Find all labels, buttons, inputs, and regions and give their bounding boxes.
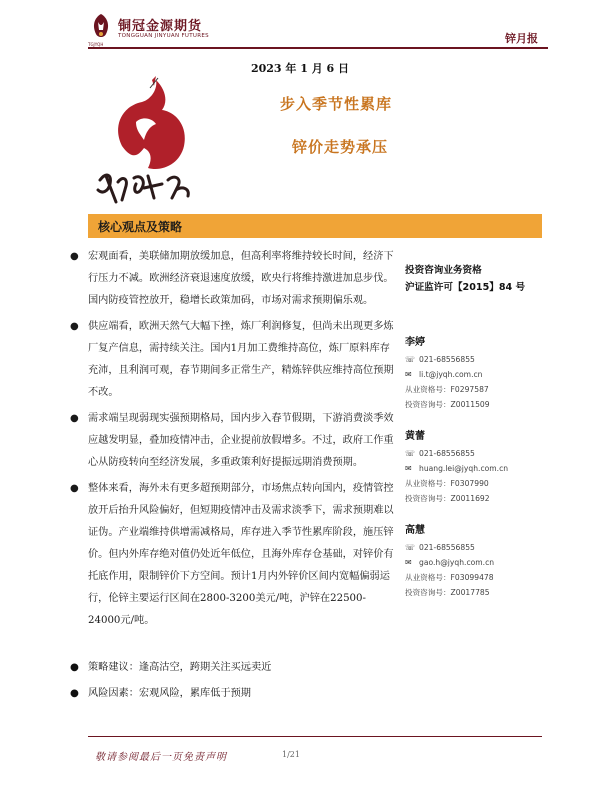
analyst-advisory-no: 投资咨询号：Z0011692	[405, 494, 490, 503]
section-header-bar	[88, 214, 542, 238]
company-name: 铜冠金源期货	[118, 19, 203, 34]
title-line-1: 步入季节性累库	[280, 95, 393, 113]
logo-label: TGJYQH	[88, 42, 104, 47]
key-point-text: 需求端呈现弱现实强预期格局，国内步入春节假期，下游消费淡季效应越发明显，叠加疫情冲击，企业提前放假增多。不过，政府工作重心从防疫转向至经济发展，多重政策利好提振远期消费预期。	[88, 413, 394, 468]
email-icon: ✉	[405, 558, 412, 567]
company-logo-icon	[88, 12, 114, 40]
analyst-name: 李婷	[405, 337, 425, 348]
email-text[interactable]: li.t@jyqh.com.cn	[419, 370, 483, 379]
analyst-license: 从业资格号：F03099478	[405, 573, 494, 582]
key-point-item	[70, 316, 395, 404]
key-point-item	[70, 246, 395, 312]
phone-text: 021-68556855	[419, 355, 475, 364]
strategy-list	[70, 657, 395, 679]
bullet-icon: ●	[70, 662, 79, 673]
header-rule	[88, 47, 548, 49]
risk-text: 风险因素：宏观风险，累库低于预期	[88, 688, 251, 699]
analyst-name: 高慧	[405, 525, 425, 536]
section-title: 核心观点及策略	[98, 220, 183, 234]
key-point-text: 供应端看，欧洲天然气大幅下挫，炼厂利润修复，但尚未出现更多炼厂复产信息，需持续关注。国内1月加工费维持高位，炼厂原料库存充沛，且利润可观，春节期间多正常生产，精炼锌供应维持高位预期不改。	[88, 321, 394, 398]
disclaimer-note: 敬请参阅最后一页免责声明	[95, 752, 227, 763]
qualification-label: 投资咨询业务资格	[405, 265, 482, 276]
report-type: 锌月报	[505, 32, 538, 45]
email-text[interactable]: gao.h@jyqh.com.cn	[419, 558, 495, 567]
key-points-list	[70, 246, 395, 636]
bullet-icon: ●	[70, 688, 79, 699]
analyst-phone	[405, 446, 555, 461]
key-point-text: 宏观面看，美联储加期放缓加息，但高利率将维持较长时间，经济下行压力不减。欧洲经济衰退速度放缓，欧央行将维持激进加息步伐。国内防疫管控放开，稳增长政策加码，市场对需求预期偏乐观。	[88, 251, 394, 306]
phone-icon: ☏	[405, 449, 416, 458]
page-header	[88, 12, 548, 46]
analyst-email[interactable]	[405, 367, 555, 382]
analyst-advisory-no: 投资咨询号：Z0017785	[405, 588, 490, 597]
phone-text: 021-68556855	[419, 543, 475, 552]
key-point-item	[70, 478, 395, 632]
bullet-icon: ●	[70, 251, 79, 262]
analyst-phone	[405, 540, 555, 555]
strategy-item	[70, 657, 395, 679]
calligraphy-artwork	[92, 76, 202, 210]
risk-list	[70, 683, 395, 705]
key-point-text: 整体来看，海外未有更多超预期部分，市场焦点转向国内，疫情管控放开后抬升风险偏好，但短期疫情冲击及需求淡季下，需求预期难以证伪。产业端维持供增需减格局，库存进入季节性累库阶段，施压锌价。但内外库存绝对值仍处近年低位，且海外库存仓基础，对锌价有托底作用，限制锌价下方空间。预计1月内外锌价区间内宽幅偏弱运行，伦锌主要运行区间在2800-3200美元/吨，沪锌在22500-24000元/吨。	[88, 483, 394, 626]
bullet-icon: ●	[70, 321, 79, 332]
license-number: 沪证监许可【2015】84 号	[405, 282, 526, 293]
email-icon: ✉	[405, 464, 412, 473]
strategy-text: 策略建议：逢高沽空，跨期关注买远卖近	[88, 662, 272, 673]
phone-icon: ☏	[405, 355, 416, 364]
analyst-phone	[405, 352, 555, 367]
bullet-icon: ●	[70, 413, 79, 424]
bullet-icon: ●	[70, 483, 79, 494]
key-point-item	[70, 408, 395, 474]
email-icon: ✉	[405, 370, 412, 379]
title-line-2: 锌价走势承压	[292, 138, 389, 156]
analyst-advisory-no: 投资咨询号：Z0011509	[405, 400, 490, 409]
analyst-name: 黄蕾	[405, 431, 425, 442]
analyst-sidebar	[405, 262, 555, 600]
page-number: 1/21	[282, 750, 300, 759]
email-text[interactable]: huang.lei@jyqh.com.cn	[419, 464, 509, 473]
analyst-license: 从业资格号：F0297587	[405, 385, 489, 394]
analyst-card	[405, 522, 555, 600]
report-date: 2023 年 1 月 6 日	[250, 62, 350, 75]
analyst-license: 从业资格号：F0307990	[405, 479, 489, 488]
phone-text: 021-68556855	[419, 449, 475, 458]
analyst-email[interactable]	[405, 555, 555, 570]
footer-rule	[88, 736, 542, 737]
analyst-email[interactable]	[405, 461, 555, 476]
phone-icon: ☏	[405, 543, 416, 552]
analyst-card	[405, 334, 555, 412]
company-name-en: TONGGUAN JINYUAN FUTURES	[118, 33, 209, 39]
risk-item	[70, 683, 395, 705]
analyst-card	[405, 428, 555, 506]
